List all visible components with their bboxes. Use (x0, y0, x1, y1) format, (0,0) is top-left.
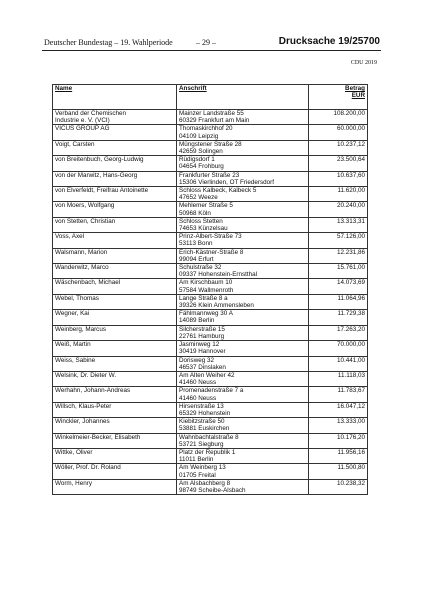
donation-amount-cell (309, 279, 368, 294)
donor-address-line: Schulstraße 32 (179, 264, 222, 272)
donation-amount-cell (309, 125, 368, 140)
column-header-name: Name (53, 85, 177, 110)
table-row (53, 125, 368, 140)
donor-name-cell (53, 310, 177, 325)
donor-address-cell (177, 464, 309, 479)
donor-address-cell (177, 171, 309, 186)
donor-name-cell (53, 294, 177, 309)
donor-address-cell (177, 264, 309, 279)
donor-address-line: Erich-Kästner-Straße 8 (179, 248, 244, 256)
donor-name-line: Wittke, Oliver (55, 448, 93, 456)
donor-address-cell (177, 248, 309, 263)
donor-name-cell (53, 325, 177, 340)
header-parliament: Deutscher Bundestag – 19. Wahlperiode (44, 38, 173, 47)
donor-address-line: Am Kirschbaum 10 (179, 279, 233, 287)
donation-amount: 16.047,12 (336, 402, 365, 410)
donor-address-cell (177, 310, 309, 325)
donor-address-line: 30419 Hannover (179, 348, 226, 356)
donation-amount: 11.620,00 (337, 187, 365, 195)
header-page-number: – 29 – (196, 38, 216, 47)
donor-name-line: Wöller, Prof. Dr. Roland (55, 464, 121, 472)
donor-address-line: 50968 Köln (179, 209, 211, 217)
donor-address-line: 11011 Berlin (179, 456, 214, 464)
donation-amount-cell (309, 402, 368, 417)
donation-amount: 10.441,00 (336, 356, 365, 364)
donor-address-cell (177, 217, 309, 232)
table-row (53, 171, 368, 186)
donation-amount: 11.729,38 (337, 310, 365, 318)
donor-address-line: 22761 Hamburg (179, 332, 225, 340)
donor-name-cell (53, 279, 177, 294)
donor-name-cell (53, 448, 177, 463)
donor-name-line: Werhahn, Johann-Andreas (55, 387, 131, 395)
table-row (53, 279, 368, 294)
donor-name-line: Winckler, Johannes (55, 418, 110, 426)
table-body (53, 110, 368, 495)
donor-name-line: Weiß, Martin (55, 341, 91, 349)
donation-amount: 108.200,00 (333, 110, 365, 117)
donation-amount: 20.240,00 (336, 202, 365, 210)
donation-amount-cell (309, 448, 368, 463)
donor-address-line: Mainzer Landstraße 55 (179, 110, 244, 117)
donor-address-cell (177, 140, 309, 155)
table-row (53, 418, 368, 433)
header-document-number (279, 36, 380, 47)
table-row (53, 433, 368, 448)
donor-address-line: 42659 Solingen (179, 148, 223, 156)
donor-address-cell (177, 294, 309, 309)
donor-name-line: Voigt, Carsten (55, 140, 95, 148)
table-row (53, 217, 368, 232)
donor-address-line: 39326 Klein Ammensleben (179, 302, 254, 310)
donor-address-line: 15306 Vierlinden, OT Friedersdorf (179, 178, 274, 186)
donor-address-line: 47652 Weeze (179, 194, 218, 202)
party-label: CDU 2019 (350, 60, 377, 66)
donor-address-line: Am Alsbachberg 8 (179, 479, 231, 487)
donation-amount: 13.313,31 (336, 217, 365, 225)
donation-amount-cell (309, 264, 368, 279)
donor-address-line: Schloss Kalbeck, Kalbeck 5 (179, 187, 257, 195)
donation-amount-cell (309, 248, 368, 263)
table-row (53, 264, 368, 279)
donor-address-line: 14089 Berlin (179, 317, 215, 325)
donor-address-line: 65329 Hohenstein (179, 409, 231, 417)
donor-name-cell (53, 187, 177, 202)
donor-address-line: Frankfurter Straße 23 (179, 171, 240, 179)
donor-address-line: Lange Straße 8 a (179, 294, 228, 302)
donor-address-cell (177, 402, 309, 417)
donor-address-line: 01705 Freital (179, 471, 216, 479)
donor-name-cell (53, 371, 177, 386)
donor-name-cell (53, 387, 177, 402)
donor-name-line: Walsmann, Marion (55, 248, 108, 256)
donor-address-cell (177, 279, 309, 294)
donation-amount: 10.637,60 (336, 171, 365, 179)
table-row (53, 233, 368, 248)
donation-amount: 11.064,96 (337, 294, 365, 302)
donor-name-cell (53, 202, 177, 217)
table-row (53, 325, 368, 340)
donor-name-line: von Moers, Wolfgang (55, 202, 115, 210)
donation-amount: 13.333,00 (336, 418, 365, 426)
table-row (53, 479, 368, 494)
header-rule (42, 50, 381, 51)
donor-name-cell (53, 418, 177, 433)
donation-amount-cell (309, 418, 368, 433)
column-header-amount: Betrag EUR (309, 85, 368, 110)
donation-amount-cell (309, 187, 368, 202)
donor-name-cell (53, 156, 177, 171)
donor-address-line: Thomaskirchhof 20 (179, 125, 233, 133)
donation-amount-cell (309, 433, 368, 448)
donor-name-line: VICUS GROUP AG (55, 125, 110, 133)
donor-address-line: 53113 Bonn (179, 240, 213, 248)
donor-name-line: von Elverfeldt, Freifrau Antoinette (55, 187, 149, 195)
donor-address-line: 04654 Frohburg (179, 163, 224, 171)
donor-address-cell (177, 371, 309, 386)
table-row (53, 294, 368, 309)
donor-name-cell (53, 171, 177, 186)
donation-amount-cell (309, 217, 368, 232)
donation-amount-cell (309, 171, 368, 186)
donor-name-cell (53, 402, 177, 417)
donation-amount: 10.237,12 (336, 140, 365, 148)
donations-table (52, 84, 368, 495)
column-header-address: Anschrift (177, 85, 309, 110)
donation-amount-cell (309, 341, 368, 356)
donor-name-line: Voss, Axel (55, 233, 85, 241)
donor-address-line: 60329 Frankfurt am Main (179, 117, 250, 125)
donation-amount-cell (309, 325, 368, 340)
donation-amount-cell (309, 356, 368, 371)
donation-amount: 70.000,00 (336, 341, 365, 349)
donor-address-line: Promenadenstraße 7 a (179, 387, 244, 395)
table-row (53, 187, 368, 202)
table-row (53, 356, 368, 371)
donor-address-cell (177, 479, 309, 494)
donation-amount-cell (309, 140, 368, 155)
donor-address-line: 53721 Siegburg (179, 440, 224, 448)
donor-address-line: Rüdigsdorf 1 (179, 156, 215, 164)
donor-name-line: Worm, Henry (55, 479, 92, 487)
donor-name-cell (53, 341, 177, 356)
donor-name-line: Weinberg, Marcus (55, 325, 106, 333)
donation-amount: 11.956,16 (337, 448, 365, 456)
donor-address-line: 53881 Euskirchen (179, 425, 230, 433)
donor-name-cell (53, 479, 177, 494)
table-row (53, 341, 368, 356)
donor-address-line: 41460 Neuss (179, 394, 217, 402)
donor-address-line: Schloss Stetten (179, 217, 223, 225)
table-row (53, 202, 368, 217)
donation-amount-cell (309, 464, 368, 479)
donation-amount: 17.263,20 (336, 325, 365, 333)
donor-address-line: 04109 Leipzig (179, 132, 219, 140)
donation-amount: 57.126,00 (336, 233, 365, 241)
header-doc-number: 25700 (352, 36, 380, 47)
donor-address-cell (177, 433, 309, 448)
table-row (53, 371, 368, 386)
donation-amount-cell (309, 479, 368, 494)
donor-address-line: 57584 Wallmenroth (179, 286, 234, 294)
donor-name-line: Welsink, Dr. Dieter W. (55, 371, 117, 379)
header-doc-prefix: Drucksache 19/ (278, 36, 353, 47)
table-row (53, 110, 368, 125)
donor-address-line: Fählmannweg 30 A (179, 310, 233, 318)
donation-amount-cell (309, 387, 368, 402)
donor-name-line: von Stetten, Christian (55, 217, 116, 225)
donation-amount-cell (309, 233, 368, 248)
donor-name-cell (53, 356, 177, 371)
donor-name-line: von Breitenbuch, Georg-Ludwig (55, 156, 144, 164)
donor-address-line: Am Weinberg 13 (179, 464, 226, 472)
table-row (53, 156, 368, 171)
donor-address-line: Silcherstraße 15 (179, 325, 225, 333)
table-row (53, 387, 368, 402)
donor-address-line: Müngstener Straße 28 (179, 140, 242, 148)
donor-name-line: Wäschenbach, Michael (55, 279, 121, 287)
donor-name-cell (53, 248, 177, 263)
donation-amount: 23.500,64 (336, 156, 365, 164)
donation-amount-cell (309, 110, 368, 125)
donor-address-line: Jasminweg 12 (179, 341, 220, 349)
donor-address-cell (177, 341, 309, 356)
donor-address-cell (177, 356, 309, 371)
donation-amount-cell (309, 310, 368, 325)
donation-amount: 11.500,80 (337, 464, 365, 472)
donation-amount-cell (309, 371, 368, 386)
donor-name-cell (53, 217, 177, 232)
donor-address-line: Prinz-Albert-Straße 73 (179, 233, 242, 241)
donor-address-line: 46537 Dinslaken (179, 363, 226, 371)
table-row (53, 448, 368, 463)
table-row (53, 464, 368, 479)
donation-amount: 14.073,69 (336, 279, 365, 287)
donation-amount: 12.231,86 (336, 248, 365, 256)
donor-name-line: von der Marwitz, Hans-Georg (55, 171, 138, 179)
table-row (53, 402, 368, 417)
donor-address-line: Hirsenstraße 13 (179, 402, 224, 410)
donor-name-line: Webel, Thomas (55, 294, 99, 302)
donor-address-line: 99094 Erfurt (179, 255, 214, 263)
donation-amount: 60.000,00 (336, 125, 365, 133)
donor-address-cell (177, 110, 309, 125)
donor-address-line: Kiebitzstraße 50 (179, 418, 225, 426)
donation-amount-cell (309, 294, 368, 309)
donor-address-cell (177, 187, 309, 202)
donor-name-cell (53, 464, 177, 479)
donor-address-line: Mehlemer Straße 5 (179, 202, 233, 210)
donor-name-line: Wegner, Kai (55, 310, 90, 318)
donor-name-line: Willsch, Klaus-Peter (55, 402, 112, 410)
donor-name-cell (53, 140, 177, 155)
donor-name-cell (53, 433, 177, 448)
donation-amount: 11.118,03 (337, 371, 365, 379)
donor-address-line: Wahnbachtalstraße 8 (179, 433, 239, 441)
donor-name-cell (53, 125, 177, 140)
donor-address-line: 74653 Künzelsau (179, 225, 228, 233)
table-row (53, 140, 368, 155)
donation-amount: 10.176,20 (336, 433, 365, 441)
donor-name-cell (53, 233, 177, 248)
donor-name-line: Verband der Chemischen (55, 110, 127, 117)
donor-address-line: 98749 Scheibe-Alsbach (179, 486, 246, 494)
donor-address-line: 41460 Neuss (179, 379, 217, 387)
donor-address-cell (177, 418, 309, 433)
donor-address-cell (177, 448, 309, 463)
donor-address-cell (177, 125, 309, 140)
donor-name-line: Wanderwitz, Marco (55, 264, 109, 272)
donor-address-cell (177, 325, 309, 340)
donation-amount: 11.783,67 (337, 387, 365, 395)
donor-address-line: Dorisweg 32 (179, 356, 214, 364)
donation-amount: 10.238,32 (336, 479, 365, 487)
donation-amount: 15.761,00 (336, 264, 365, 272)
donation-amount-cell (309, 156, 368, 171)
donor-address-cell (177, 156, 309, 171)
donor-address-cell (177, 233, 309, 248)
donor-name-cell (53, 264, 177, 279)
donor-name-cell (53, 110, 177, 125)
donor-address-cell (177, 387, 309, 402)
donor-name-line: Weiss, Sabine (55, 356, 96, 364)
donation-amount-cell (309, 202, 368, 217)
donor-name-line: Winkelmeier-Becker, Elisabeth (55, 433, 141, 441)
table-row (53, 248, 368, 263)
donor-address-line: Am Alten Weiher 42 (179, 371, 235, 379)
donor-name-line: Industrie e. V. (VCI) (55, 117, 110, 125)
table-row (53, 310, 368, 325)
donor-address-line: 09337 Hohenstein-Ernstthal (179, 271, 258, 279)
donor-address-line: Platz der Republik 1 (179, 448, 236, 456)
donor-address-cell (177, 202, 309, 217)
table-header-row (53, 85, 368, 110)
